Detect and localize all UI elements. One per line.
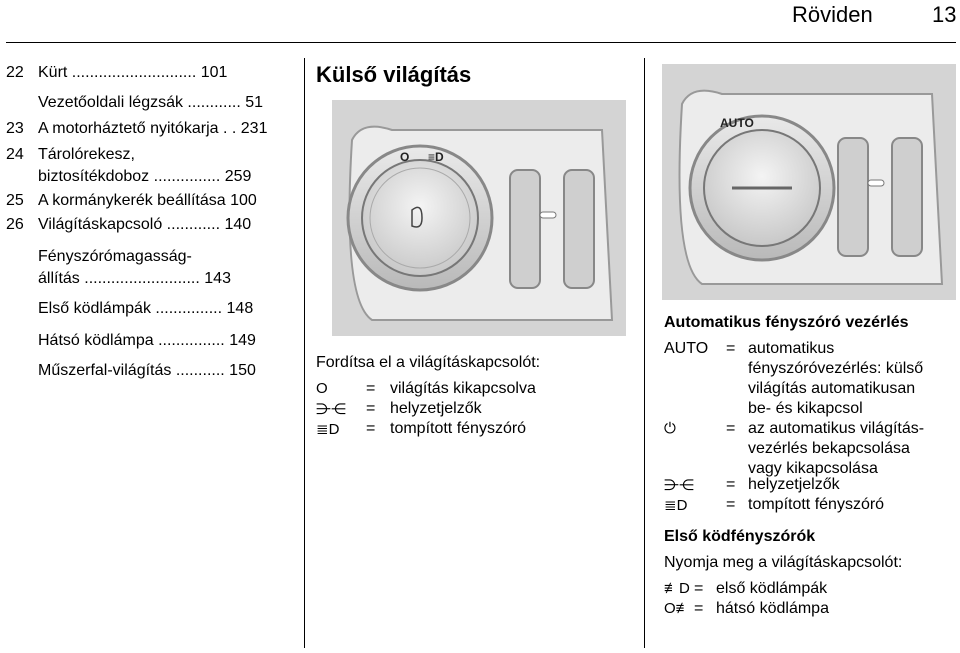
auto-light-switch-illustration <box>662 64 956 300</box>
legend-text: helyzetjelzők <box>390 400 482 417</box>
column-divider <box>644 58 645 648</box>
legend-text: hátsó ködlámpa <box>716 600 829 617</box>
toc-text: Hátsó ködlámpa ............... 149 <box>38 332 256 349</box>
auto-light-switch-drawing <box>662 64 956 300</box>
legend-text: az automatikus világítás- <box>748 420 925 437</box>
legend-item <box>664 340 954 424</box>
toc-number: 22 <box>6 64 24 81</box>
auto-lighting-heading: Automatikus fényszóró vezérlés <box>664 314 909 331</box>
toc-text: A motorháztető nyitókarja . . 231 <box>38 120 268 137</box>
legend-text: vagy kikapcsolása <box>748 460 878 477</box>
low-beam-label: ≡D <box>428 150 444 164</box>
legend-item <box>664 420 954 484</box>
front-fog-heading: Első ködfényszórók <box>664 528 816 545</box>
toc-text: Első ködlámpák ............... 148 <box>38 300 254 317</box>
legend-text: automatikus <box>748 340 835 357</box>
parking-lights-icon: ⋺⋲ <box>664 477 694 494</box>
toc-text: A kormánykerék beállítása 100 <box>38 192 257 209</box>
equals-sign: = <box>694 580 704 597</box>
toc-number: 24 <box>6 146 24 163</box>
toc-text: Kürt ............................ 101 <box>38 64 228 81</box>
legend-text: világítás kikapcsolva <box>390 380 536 397</box>
section-title: Külső világítás <box>316 62 472 87</box>
equals-sign: = <box>726 496 736 513</box>
equals-sign: = <box>694 600 704 617</box>
legend-text: első ködlámpák <box>716 580 828 597</box>
legend-text: be- és kikapcsol <box>748 400 863 417</box>
toc-number: 26 <box>6 216 24 233</box>
toc-text: Műszerfal-világítás ........... 150 <box>38 362 256 379</box>
toc-text: Világításkapcsoló ............ 140 <box>38 216 252 233</box>
parking-lights-icon: ⋺⋲ <box>316 401 346 418</box>
equals-sign: = <box>366 400 376 417</box>
toc-text: Fényszórómagasság- <box>38 248 192 265</box>
page-header-title: Röviden <box>792 2 873 27</box>
auto-label: AUTO <box>720 116 754 130</box>
page-number: 13 <box>932 2 957 27</box>
switch-off-icon: O <box>316 380 328 397</box>
toc-number: 25 <box>6 192 24 209</box>
equals-sign: = <box>366 380 376 397</box>
low-beam-icon: ≣D <box>664 497 688 514</box>
toc-text: állítás .......................... 143 <box>38 270 231 287</box>
equals-sign: = <box>726 420 736 437</box>
front-fog-icon: ≢D <box>664 580 690 597</box>
legend-text: fényszóróvezérlés: külső <box>748 360 924 377</box>
legend-text: vezérlés bekapcsolása <box>748 440 910 457</box>
column-divider <box>304 58 305 648</box>
equals-sign: = <box>726 476 736 493</box>
legend-text: világítás automatikusan <box>748 380 916 397</box>
instruction-text: Fordítsa el a világításkapcsolót: <box>316 354 541 371</box>
equals-sign: = <box>726 340 736 357</box>
auto-icon: AUTO <box>664 340 709 357</box>
toc-text: Tárolórekesz, <box>38 146 135 163</box>
rear-fog-icon: O≢ <box>664 600 691 617</box>
light-switch-drawing <box>332 100 626 336</box>
auto-toggle-icon: ⏻ <box>664 420 676 437</box>
low-beam-icon: ≣D <box>316 421 340 438</box>
legend-text: tompított fényszóró <box>748 496 885 513</box>
equals-sign: = <box>366 420 376 437</box>
toc-text: Vezetőoldali légzsák ............ 51 <box>38 94 264 111</box>
toc-text: biztosítékdoboz ............... 259 <box>38 168 252 185</box>
switch-off-label: O <box>400 150 410 164</box>
toc-number: 23 <box>6 120 24 137</box>
instruction-text: Nyomja meg a világításkapcsolót: <box>664 554 903 571</box>
legend-text: tompított fényszóró <box>390 420 527 437</box>
legend-text: helyzetjelzők <box>748 476 840 493</box>
header-divider <box>6 42 956 43</box>
light-switch-illustration <box>332 100 626 336</box>
